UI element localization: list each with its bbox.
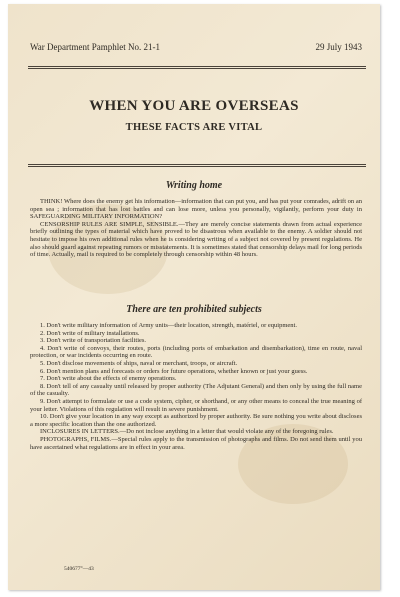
section-heading-prohibited: There are ten prohibited subjects [126,304,262,315]
list-item: 8. Don't tell of any casualty until released by proper authority (The Adjutant General) and then only by using the full name of the casualty. [30,382,362,398]
paragraph-think: THINK! Where does the enemy get his information—information that can put you, and has put your comrades, adrift on an open sea ; information that has lost battles and can lose more, unless you personally, vigilantly, perform your duty in SAFEGUARDING MILITARY INFORMATION? [30,198,362,221]
section-heading-writing-home: Writing home [165,180,223,191]
pamphlet-number: War Department Pamphlet No. 21-1 [30,42,160,52]
writing-home-text [30,198,362,259]
header-rule [28,66,366,69]
list-item: 3. Don't write of transportation facilities. [40,337,147,345]
paragraph-censorship: CENSORSHIP RULES ARE SIMPLE, SENSIBLE.—They are merely concise statements drawn from actual experience briefly outlining the types of material which have proved to be disastrous when available to the enemy. A soldier should not hesitate to impose his own additional rules when he is considering writing of a subject not covered by present regulations. He also should guard against repeating rumors or misstatements. It is sometimes stated that censorship delays mail for long periods of time. Actually, mail is required to be completely through censorship within 48 hours. [30,220,362,259]
list-item: 9. Don't attempt to formulate or use a code system, cipher, or shorthand, or any other means to conceal the true meaning of your letter. Violations of this regulation will result in severe punishment. [30,397,362,413]
list-item: 7. Don't write about the effects of enemy operations. [40,375,177,383]
list-item: INCLOSURES IN LETTERS.—Do not inclose anything in a letter that would violate any of the foregoing rules. [40,428,334,436]
page-subtitle: THESE FACTS ARE VITAL [125,122,263,133]
print-code: 540677°—43 [64,566,94,572]
list-item: 6. Don't mention plans and forecasts or orders for future operations, whether known or just your guess. [40,367,308,375]
list-item: 4. Don't write of convoys, their routes, ports (including ports of embarkation and disembarkation), time en route, naval protection, or war incidents occurring en route. [30,344,362,360]
page-header [30,42,362,52]
list-item: 1. Don't write military information of Army units—their location, strength, matériel, or equipment. [40,322,297,329]
pamphlet-page [8,4,380,590]
list-item: 5. Don't disclose movements of ships, naval or merchant, troops, or aircraft. [40,359,238,367]
pamphlet-date: 29 July 1943 [315,42,362,52]
list-item: 10. Don't give your location in any way except as authorized by proper authority. Be sure nothing you write about discloses a more specific location than the one authorized. [30,413,362,428]
list-item: 2. Don't write of military installations. [40,329,140,337]
prohibited-subjects-list [30,322,362,451]
title-rule [28,164,366,167]
list-item: PHOTOGRAPHS, FILMS.—Special rules apply to the transmission of photographs and films. Do not send them until you have ascertained what regulations are in effect in your area. [30,435,362,451]
page-title: WHEN YOU ARE OVERSEAS [89,98,299,114]
